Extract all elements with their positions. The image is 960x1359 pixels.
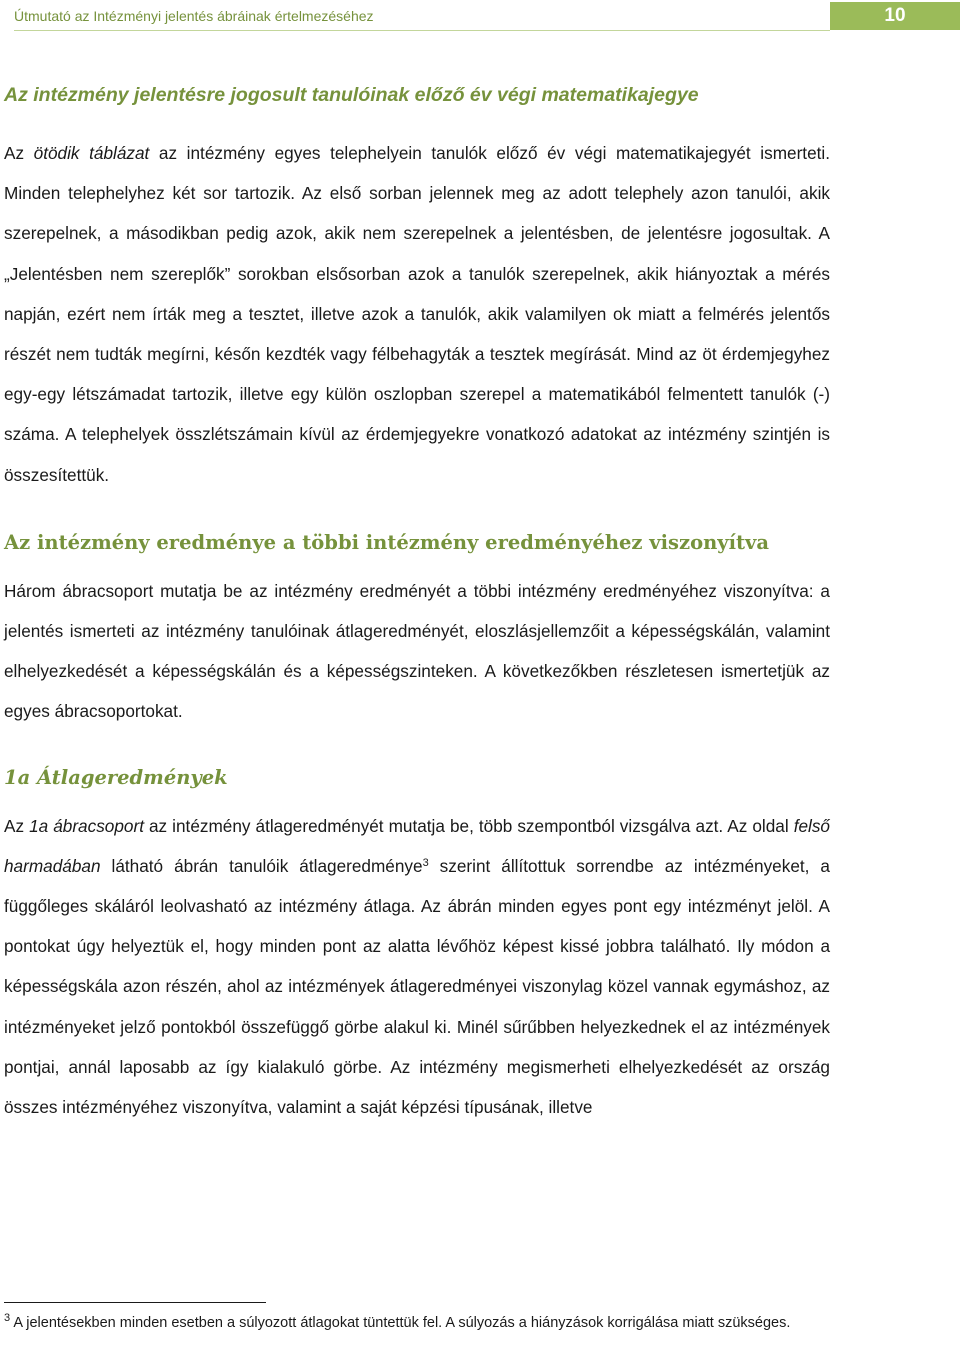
running-title: Útmutató az Intézményi jelentés ábráinak értelmezéséhez bbox=[14, 8, 374, 24]
emphasis-upper-third: felső harmadában bbox=[4, 815, 830, 876]
page-number-badge: 10 bbox=[830, 2, 960, 30]
section-heading-math-grade: Az intézmény jelentésre jogosult tanulóinak előző év végi matematikajegye bbox=[4, 84, 699, 106]
emphasis-table-ref: ötödik táblázat bbox=[33, 143, 150, 163]
footnote-text: A jelentésekben minden esetben a súlyozott átlagokat tüntettük fel. A súlyozás a hiányzások korrigálása miatt szükséges. bbox=[10, 1315, 791, 1331]
paragraph-comparison: Három ábracsoport mutatja be az intézmény eredményét a többi intézmény eredményéhez viszonyítva: a jelentés ismerteti az intézmény tanulóinak átlageredményét, eloszlásjellemzőit a képességskálán, valamint elhelyezkedését a képességskálán és a képességszinteken. A következőkben részletesen ismertetjük az egyes ábracsoportokat. bbox=[4, 580, 830, 722]
paragraph-math-grade bbox=[4, 133, 830, 495]
footnote-reference[interactable]: 3 bbox=[422, 856, 429, 869]
paragraph-text: az intézmény átlageredményét mutatja be, több szempontból vizsgálva azt. Az oldal bbox=[143, 815, 794, 836]
footnote-mark: 3 bbox=[4, 1312, 11, 1324]
emphasis-figure-group: 1a ábracsoport bbox=[29, 815, 144, 836]
section-heading-averages: 1a Átlageredmények bbox=[4, 765, 228, 789]
paragraph-text: Az bbox=[4, 815, 30, 836]
paragraph-text: Az bbox=[4, 143, 34, 163]
section-heading-comparison: Az intézmény eredménye a többi intézmény eredményéhez viszonyítva bbox=[4, 530, 769, 554]
main-content bbox=[4, 70, 830, 1127]
header-divider bbox=[14, 30, 830, 31]
paragraph-text: az intézmény egyes telephelyein tanulók előző év végi matematikajegyét ismerteti. Minden telephelyhez két sor tartozik. Az első sorban jelennek meg az adott telephely azon tanulói, akik szerepelnek, a másodikban pedig azok, akik nem szerepelnek a jelentésben, de jelentésre jogosultak. A „Jelentésben nem szereplők” sorokban elsősorban azok a tanulók szerepelnek, akik hiányoztak a mérés napján, ezért nem írták meg a tesztet, illetve azok a tanulók, akik valamilyen ok miatt a felmérés jelentős részét nem tudták megírni, későn kezdték vagy félbehagyták a tesztek megírását. Mind az öt érdemjegyhez egy-egy létszámadat tartozik, illetve egy külön oszlopban szerepel a matematikából felmentett tanulók (-) száma. A telephelyek összlétszámain kívül az érdemjegyekre vonatkozó adatokat az intézmény szintjén is összesítettük. bbox=[4, 143, 830, 485]
footnote-separator bbox=[4, 1302, 266, 1303]
page-header bbox=[0, 0, 960, 34]
paragraph-text: szerint állítottuk sorrendbe az intézményeket, a függőleges skáláról leolvasható az intézmény átlaga. Az ábrán minden egyes pont egy intézményt jelöl. A pontokat úgy helyeztük el, hogy minden pont az alatta lévőhöz képest kissé jobbra található. Ily módon a képességskála azon részén, ahol az intézmények átlageredményei viszonylag közel vannak egymáshoz, az intézményeket jelző pontokból összefüggő görbe alakul ki. Minél sűrűbben helyezkednek el az intézmények pontjai, annál laposabb az így kialakuló görbe. Az intézmény megismerheti elhelyezkedését az ország összes intézményéhez viszonyítva, valamint a saját képzési típusának, illetve bbox=[4, 855, 830, 1118]
paragraph-text: látható ábrán tanulóik átlageredménye bbox=[100, 855, 423, 876]
paragraph-averages bbox=[4, 806, 830, 1128]
footnote bbox=[4, 1313, 830, 1334]
